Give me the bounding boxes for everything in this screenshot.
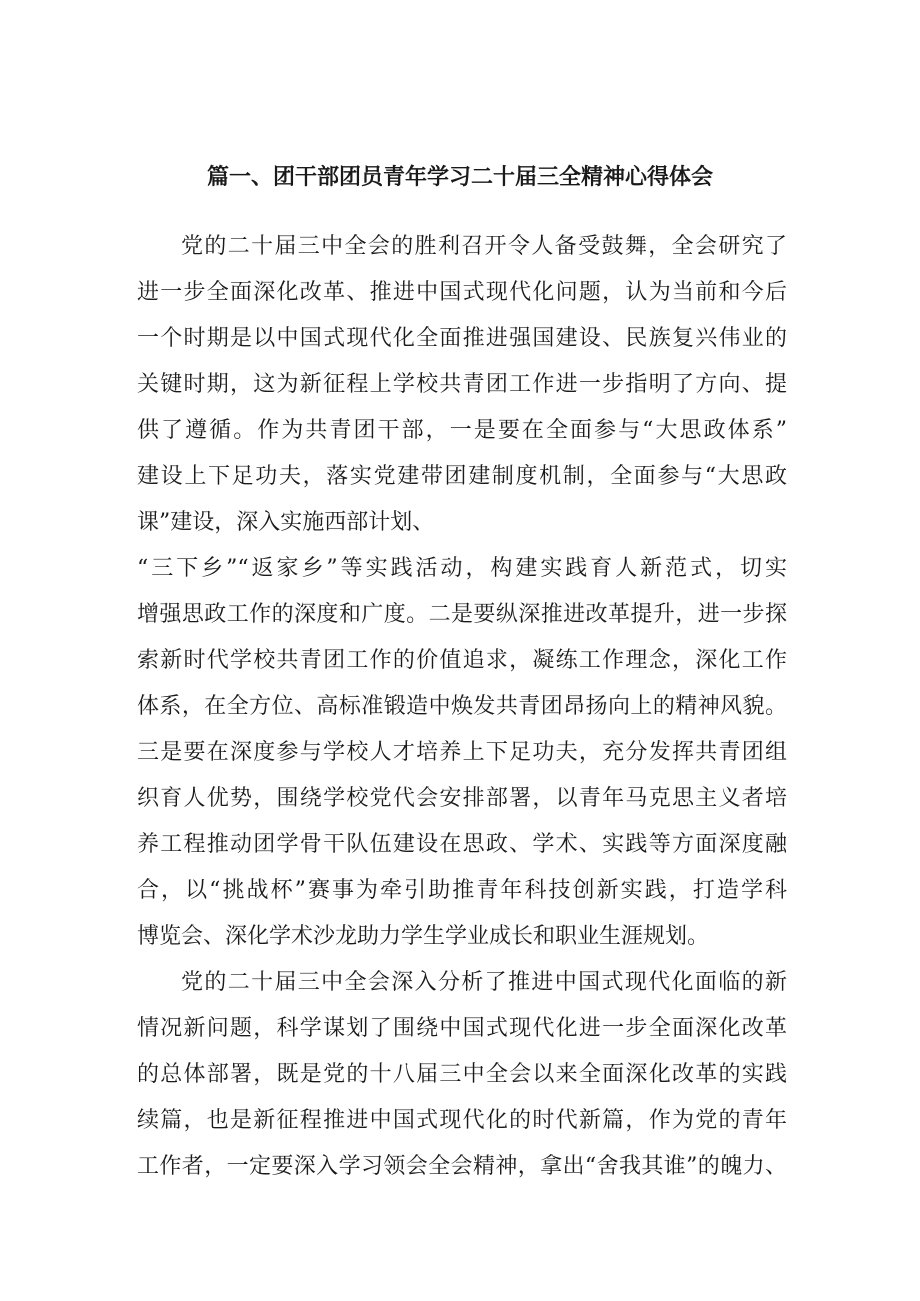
paragraph-line: 情况新问题，科学谋划了围绕中国式现代化进一步全面深化改革 xyxy=(137,1016,787,1041)
paragraph-line: 一个时期是以中国式现代化全面推进强国建设、民族复兴伟业的 xyxy=(137,326,787,351)
paragraph-line: 续篇，也是新征程推进中国式现代化的时代新篇，作为党的青年 xyxy=(137,1108,787,1133)
paragraph-line: 党的二十届三中全会深入分析了推进中国式现代化面临的新 xyxy=(181,970,787,995)
paragraph-line: 工作者，一定要深入学习领会全会精神，拿出“舍我其谁”的魄力、 xyxy=(137,1154,787,1179)
paragraph xyxy=(137,960,787,1190)
paragraph-line: “三下乡”“返家乡”等实践活动，构建实践育人新范式，切实 xyxy=(137,556,787,581)
paragraph-line: 增强思政工作的深度和广度。二是要纵深推进改革提升，进一步探 xyxy=(137,602,787,627)
paragraph-line: 建设上下足功夫，落实党建带团建制度机制，全面参与“大思政 xyxy=(137,464,787,489)
document-body xyxy=(137,224,787,1190)
paragraph-line: 关键时期，这为新征程上学校共青团工作进一步指明了方向、提 xyxy=(137,372,787,397)
paragraph-line: 课”建设，深入实施西部计划、 xyxy=(137,510,435,535)
paragraph-line: 织育人优势，围绕学校党代会安排部署，以青年马克思主义者培 xyxy=(137,786,787,811)
paragraph-line: 体系，在全方位、高标准锻造中焕发共青团昂扬向上的精神风貌。 xyxy=(137,694,787,719)
document-title: 篇一、团干部团员青年学习二十届三全精神心得体会 xyxy=(206,165,713,190)
paragraph-line: 博览会、深化学术沙龙助力学生学业成长和职业生涯规划。 xyxy=(137,924,710,949)
paragraph-line: 索新时代学校共青团工作的价值追求，凝练工作理念，深化工作 xyxy=(137,648,787,673)
paragraph xyxy=(137,224,787,960)
paragraph-line: 三是要在深度参与学校人才培养上下足功夫，充分发挥共青团组 xyxy=(137,740,787,765)
paragraph-line: 的总体部署，既是党的十八届三中全会以来全面深化改革的实践 xyxy=(137,1062,787,1087)
paragraph-line: 养工程推动团学骨干队伍建设在思政、学术、实践等方面深度融 xyxy=(137,832,787,857)
paragraph-line: 进一步全面深化改革、推进中国式现代化问题，认为当前和今后 xyxy=(137,280,787,305)
paragraph-line: 供了遵循。作为共青团干部，一是要在全面参与“大思政体系” xyxy=(137,418,787,443)
paragraph-line: 合，以“挑战杯”赛事为牵引助推青年科技创新实践，打造学科 xyxy=(137,878,787,903)
paragraph-line: 党的二十届三中全会的胜利召开令人备受鼓舞，全会研究了 xyxy=(181,234,787,259)
